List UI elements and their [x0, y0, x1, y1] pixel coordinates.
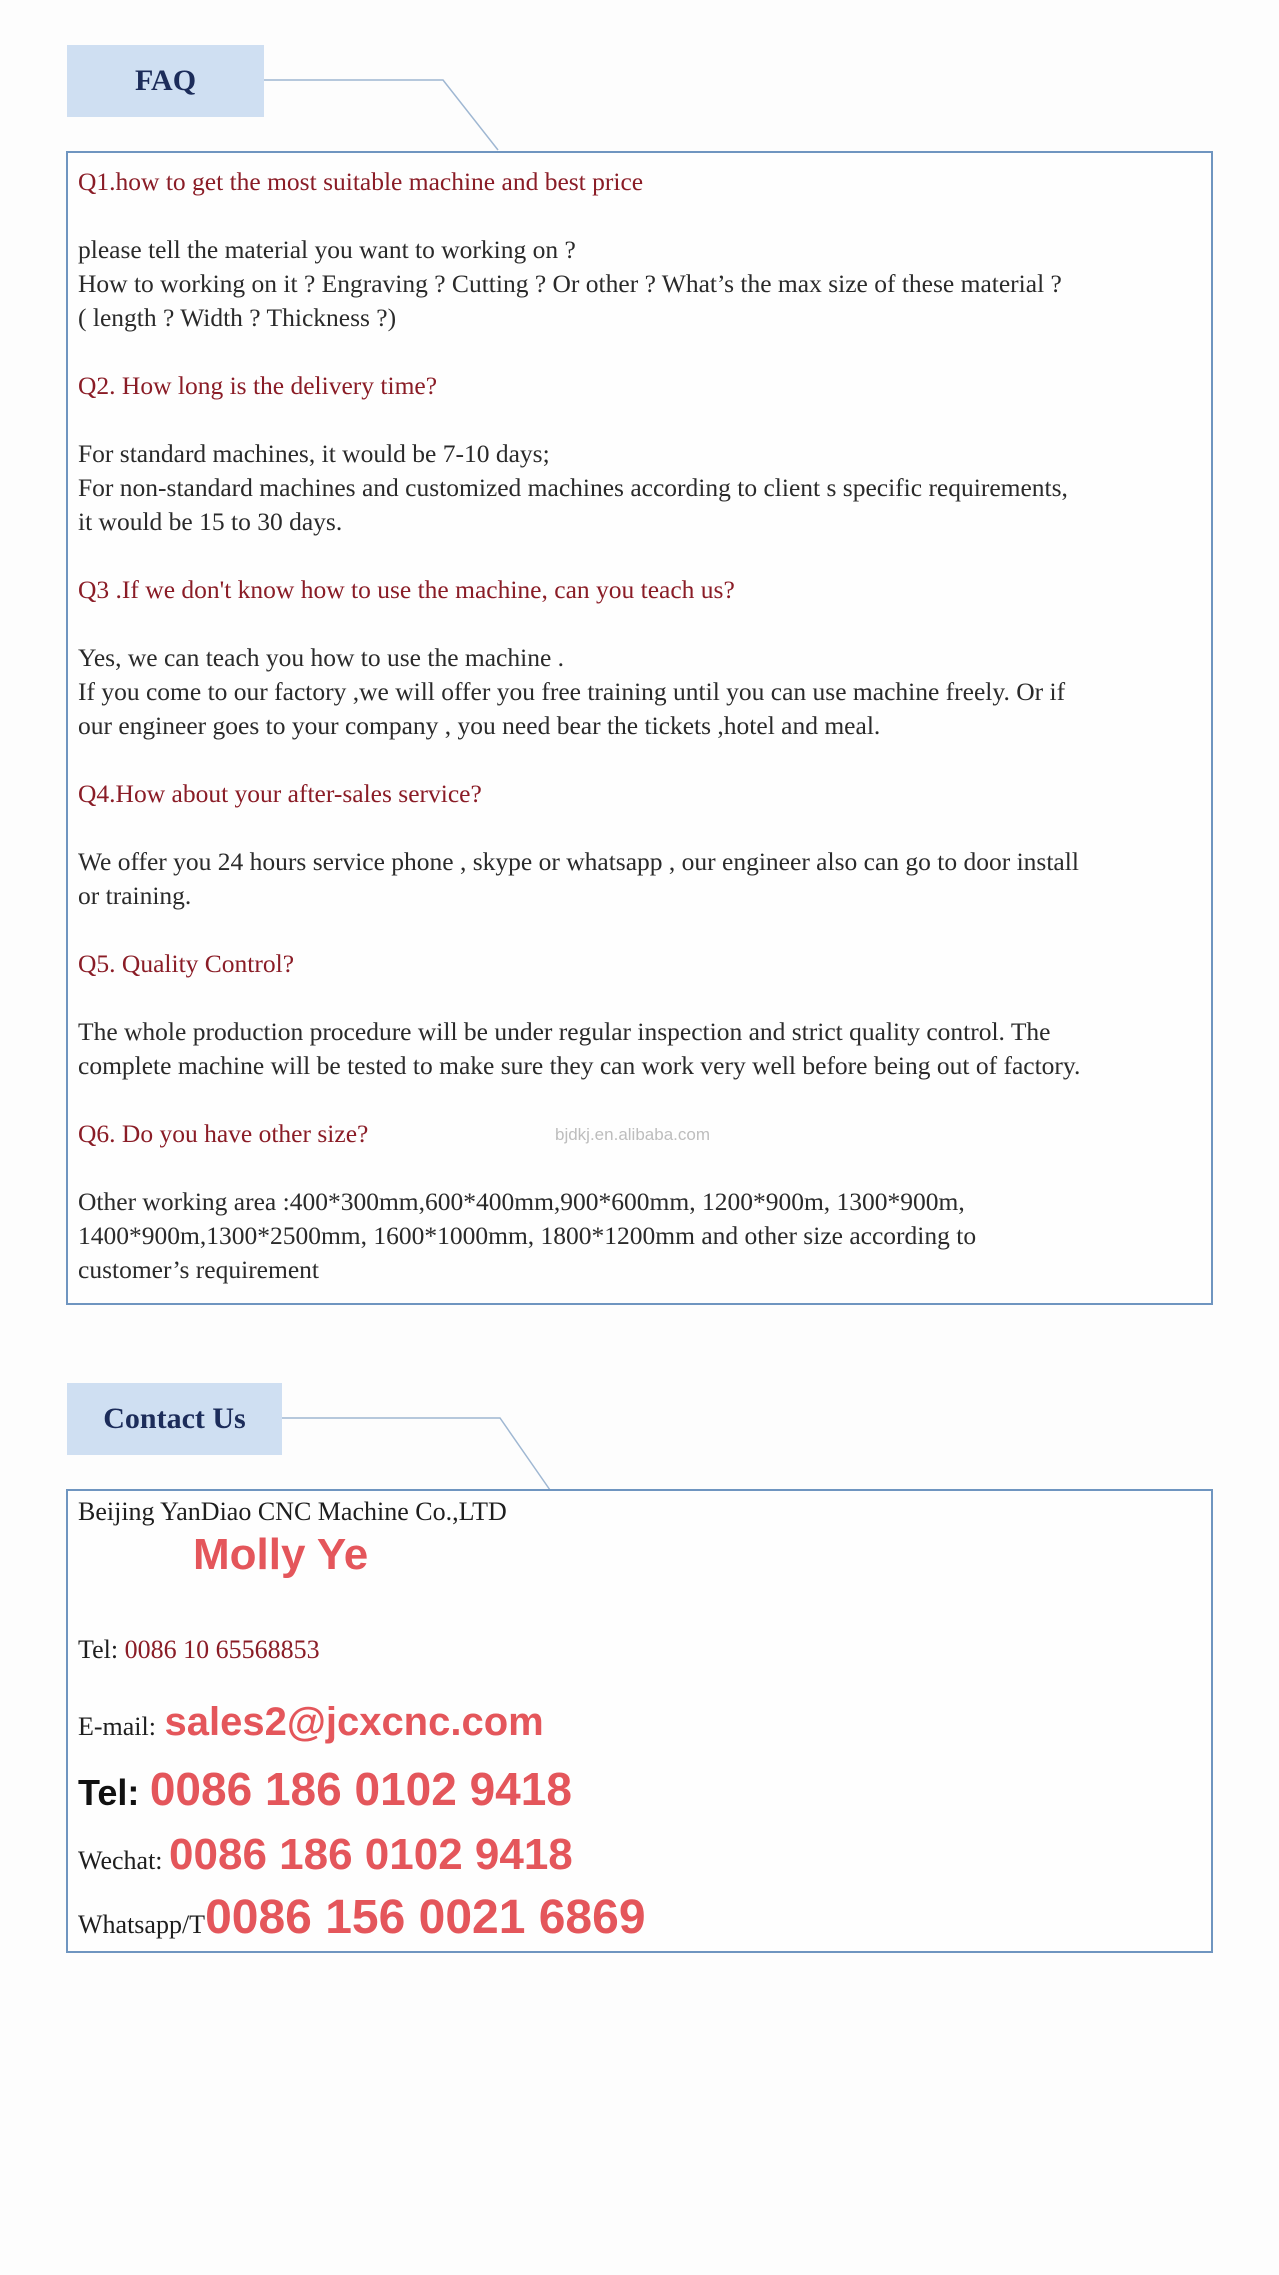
faq-question: Q3 .If we don't know how to use the machine, can you teach us?: [78, 575, 735, 604]
email-label: E-mail:: [78, 1712, 156, 1741]
wechat-label: Wechat:: [78, 1846, 163, 1875]
whatsapp-label: Whatsapp/T: [78, 1910, 206, 1939]
mobile-tel: [78, 1762, 572, 1816]
wechat: [78, 1830, 573, 1880]
wechat-value: 0086 186 0102 9418: [169, 1830, 573, 1879]
faq-question: Q4.How about your after-sales service?: [78, 779, 482, 808]
whatsapp: [78, 1890, 646, 1945]
email-value[interactable]: sales2@jcxcnc.com: [164, 1700, 544, 1744]
faq-answer: The whole production procedure will be under regular inspection and strict quality control. The complete machine will be tested to make sure they can work very well before being out of factory.: [78, 1017, 1081, 1080]
email: [78, 1700, 544, 1745]
faq-answer: For standard machines, it would be 7-10 days; For non-standard machines and customized machines according to client s specific requirements, it would be 15 to 30 days.: [78, 439, 1068, 536]
faq-answer: Yes, we can teach you how to use the machine . If you come to our factory ,we will offer you free training until you can use machine freely. Or if our engineer goes to your company , you need bear the tickets ,hotel and meal.: [78, 643, 1066, 740]
faq-question: Q5. Quality Control?: [78, 949, 295, 978]
mobile-tel-label: Tel:: [78, 1772, 140, 1813]
office-tel: [78, 1635, 320, 1665]
faq-question: Q6. Do you have other size?: [78, 1119, 369, 1148]
company-name: Beijing YanDiao CNC Machine Co.,LTD: [78, 1497, 507, 1526]
faq-content: [78, 165, 1198, 1287]
mobile-tel-value: 0086 186 0102 9418: [149, 1763, 572, 1815]
faq-question: Q2. How long is the delivery time?: [78, 371, 438, 400]
faq-answer: We offer you 24 hours service phone , skype or whatsapp , our engineer also can go to door install or training.: [78, 847, 1079, 910]
faq-title: FAQ: [134, 64, 197, 97]
contact-tab: [67, 1383, 282, 1455]
faq-answer: please tell the material you want to working on ? How to working on it ? Engraving ? Cutting ? Or other ? What’s the max size of these material ? ( length ? Width ? Thickness ?): [78, 235, 1062, 332]
contact-title: Contact Us: [103, 1402, 246, 1435]
office-tel-label: Tel:: [78, 1635, 119, 1664]
watermark: bjdkj.en.alibaba.com: [555, 1125, 710, 1144]
faq-question: Q1.how to get the most suitable machine and best price: [78, 167, 644, 196]
office-tel-value: 0086 10 65568853: [124, 1635, 320, 1664]
faq-answer: Other working area :400*300mm,600*400mm,900*600mm, 1200*900m, 1300*900m, 1400*900m,1300*2500mm, 1600*1000mm, 1800*1200mm and other size according to customer’s requirement: [78, 1187, 977, 1284]
whatsapp-value: 0086 156 0021 6869: [205, 1891, 646, 1944]
contact-person-name: Molly Ye: [193, 1530, 369, 1579]
